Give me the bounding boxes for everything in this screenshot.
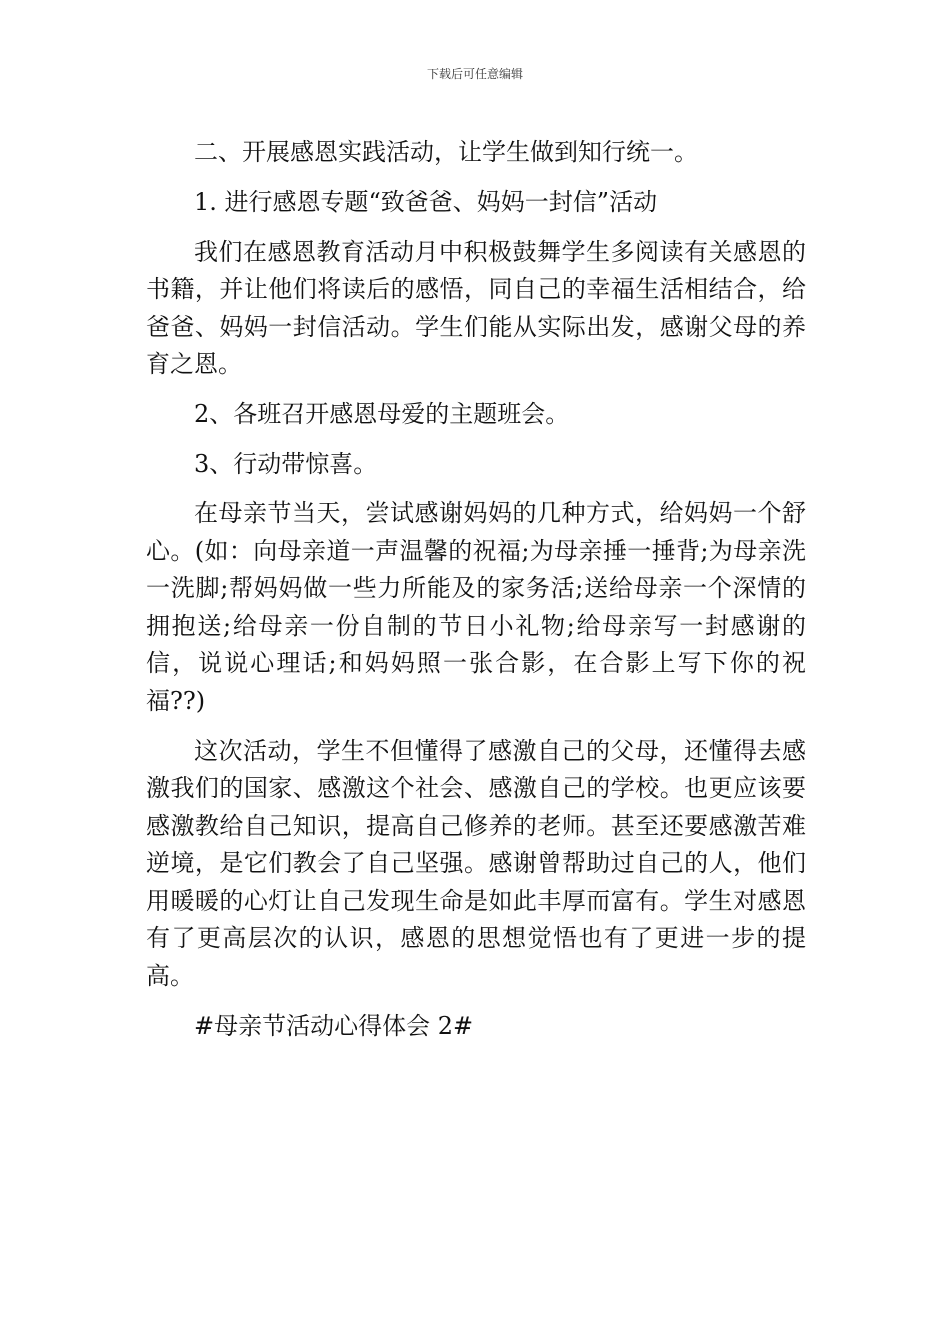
- body-paragraph: 这次活动，学生不但懂得了感激自己的父母，还懂得去感激我们的国家、感激这个社会、感激自己的学校。也更应该要感激教给自己知识，提高自己修养的老师。甚至还要感激苦难逆境，是它们教会了自己坚强。感谢曾帮助过自己的人，他们用暖暖的心灯让自己发现生命是如此丰厚而富有。学生对感恩有了更高层次的认识，感恩的思想觉悟也有了更进一步的提高。: [146, 736, 806, 990]
- document-body: [146, 134, 806, 1057]
- activity-item-2: 2、各班召开感恩母爱的主题班会。: [194, 399, 570, 428]
- body-paragraph: 在母亲节当天，尝试感谢妈妈的几种方式，给妈妈一个舒心。(如：向母亲道一声温馨的祝福;为母亲捶一捶背;为母亲洗一洗脚;帮妈妈做一些力所能及的家务活;送给母亲一个深情的拥抱送;给母亲一份自制的节日小礼物;给母亲写一封感谢的信，说说心理话;和妈妈照一张合影，在合影上写下你的祝福??): [146, 499, 806, 715]
- section-heading: 二、开展感恩实践活动，让学生做到知行统一。: [194, 138, 698, 166]
- next-section-title: #母亲节活动心得体会 2#: [194, 1011, 474, 1040]
- page-header: 下载后可任意编辑: [426, 67, 523, 81]
- body-paragraph: 我们在感恩教育活动月中积极鼓舞学生多阅读有关感恩的书籍，并让他们将读后的感悟，同自己的幸福生活相结合，给爸爸、妈妈一封信活动。学生们能从实际出发，感谢父母的养育之恩。: [146, 237, 806, 379]
- activity-item-1: 1. 进行感恩专题“致爸爸、妈妈一封信”活动: [194, 187, 658, 216]
- activity-item-3: 3、行动带惊喜。: [194, 449, 378, 478]
